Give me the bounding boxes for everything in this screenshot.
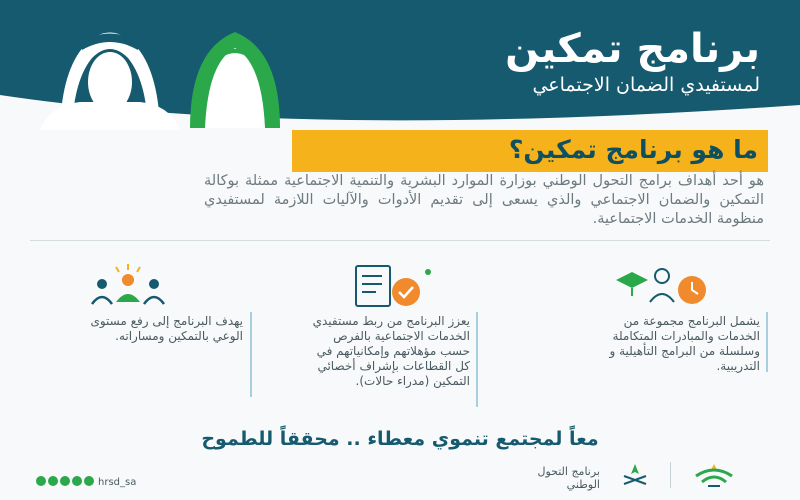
people-illustration-icon [40,10,300,130]
feature-1-text: يهدف البرنامج إلى رفع مستوى الوعي بالتمكين ومساراته. [90,314,243,343]
document-check-icon [350,262,440,308]
feature-3-text: يشمل البرنامج مجموعة من الخدمات والمبادرات المتكاملة وسلسلة من البرامج التأهيلية و التدريبية. [609,314,760,373]
vision-program-logo-text: برنامج التحول الوطني [537,465,600,491]
ministry-logo-icon [688,462,740,488]
graduation-training-icon [610,262,710,308]
question-banner [292,130,768,172]
feature-3-bar [766,312,768,372]
footer-separator [670,462,671,488]
feature-1-bar [250,312,252,397]
slogan: معاً لمجتمع تنموي معطاء .. محققاً للطموح [201,428,599,450]
program-title: برنامج تمكين [505,26,760,72]
program-subtitle: لمستفيدي الضمان الاجتماعي [532,74,760,96]
emblem-icon [620,462,650,488]
header-banner [0,0,800,125]
feature-2-bar [476,312,478,407]
social-icons[interactable] [35,475,95,487]
question-heading: ما هو برنامج تمكين؟ [508,135,758,164]
social-handle[interactable]: hrsd_sa [98,477,137,488]
intro-paragraph: هو أحد أهداف برامج التحول الوطني بوزارة الموارد البشرية والتنمية الاجتماعية ممثلة بوكالة التمكين والضمان الاجتماعي والذي يسعى إلى تقديم الأدوات والآليات اللازمة لمستفيدي منظومة الخدمات الاجتماعية. [204,173,764,227]
group-awareness-icon [78,262,178,308]
feature-2-text: يعزز البرنامج من ربط مستفيدي الخدمات الاجتماعية بالفرص حسب مؤهلاتهم وإمكانياتهم في كل القطاعات بإشراف أخصائي التمكين (مدراء حالات). [312,314,470,388]
section-divider [30,240,770,241]
